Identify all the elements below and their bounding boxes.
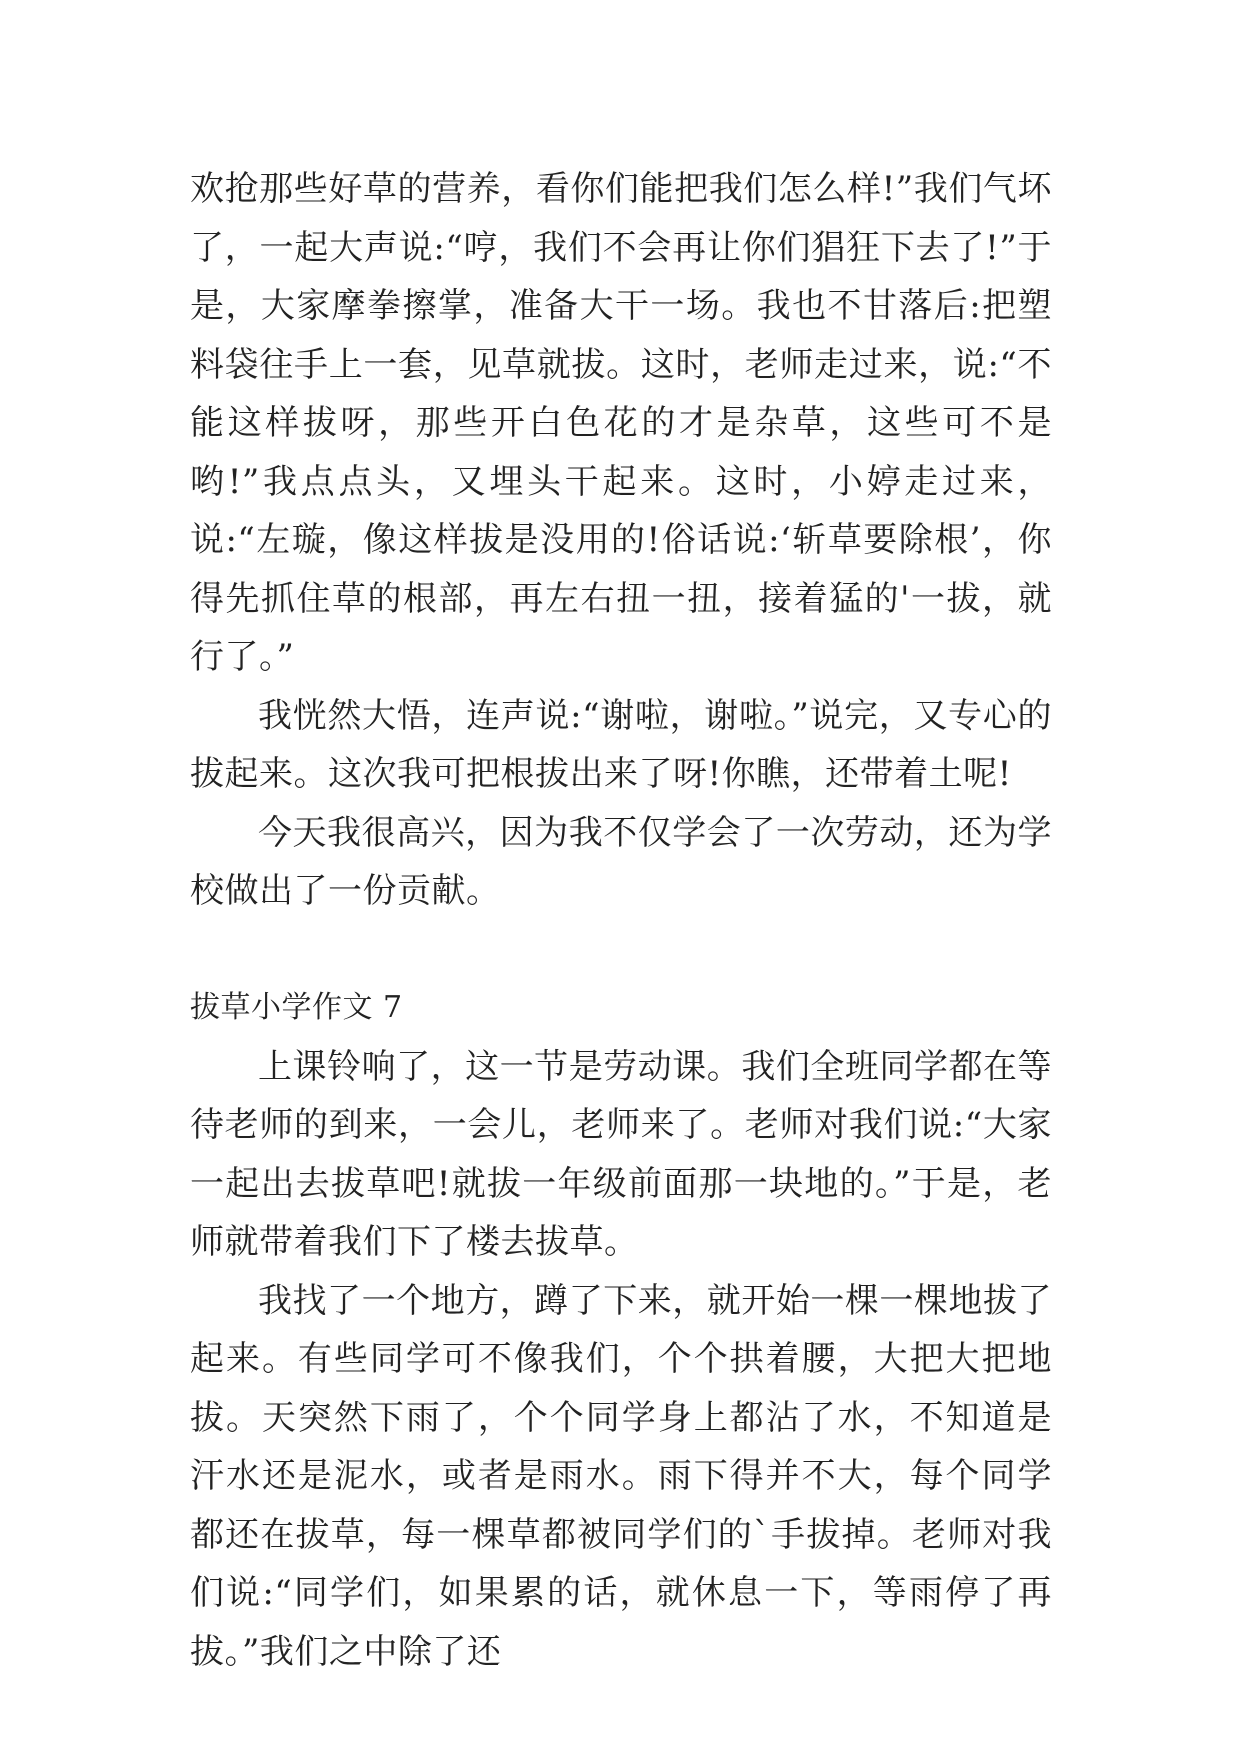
continued-paragraph: 欢抢那些好草的营养，看你们能把我们怎么样!”我们气坏了，一起大声说:“哼，我们不会再让你们猖狂下去了!”于是，大家摩拳擦掌，准备大干一场。我也不甘落后:把塑料袋往手上一套，见草就拔。这时，老师走过来，说:“不能这样拔呀，那些开白色花的才是杂草，这些可不是哟!”我点点头，又埋头干起来。这时，小婷走过来，说:“左璇，像这样拔是没用的!俗话说:‘斩草要除根’，你得先抓住草的根部，再左右扭一扭，接着猛的'一拔，就行了。” <box>190 169 1052 677</box>
section-title: 拔草小学作文 7 <box>190 990 403 1025</box>
document-body <box>190 160 1052 1681</box>
section-paragraph-weeding: 我找了一个地方，蹲了下来，就开始一棵一棵地拔了起来。有些同学可不像我们，个个拱着腰，大把大把地拔。天突然下雨了，个个同学身上都沾了水，不知道是汗水还是泥水，或者是雨水。雨下得并不大，每个同学都还在拔草，每一棵草都被同学们的`手拔掉。老师对我们说:“同学们，如果累的话，就休息一下，等雨停了再拔。”我们之中除了还 <box>190 1280 1052 1672</box>
paragraph-conclusion: 今天我很高兴，因为我不仅学会了一次劳动，还为学校做出了一份贡献。 <box>190 812 1052 911</box>
paragraph-realization: 我恍然大悟，连声说:“谢啦，谢啦。”说完，又专心的拔起来。这次我可把根拔出来了呀!你瞧，还带着土呢! <box>190 695 1052 794</box>
section-paragraph-intro: 上课铃响了，这一节是劳动课。我们全班同学都在等待老师的到来，一会儿，老师来了。老师对我们说:“大家一起出去拔草吧!就拔一年级前面那一块地的。”于是，老师就带着我们下了楼去拔草。 <box>190 1046 1052 1262</box>
